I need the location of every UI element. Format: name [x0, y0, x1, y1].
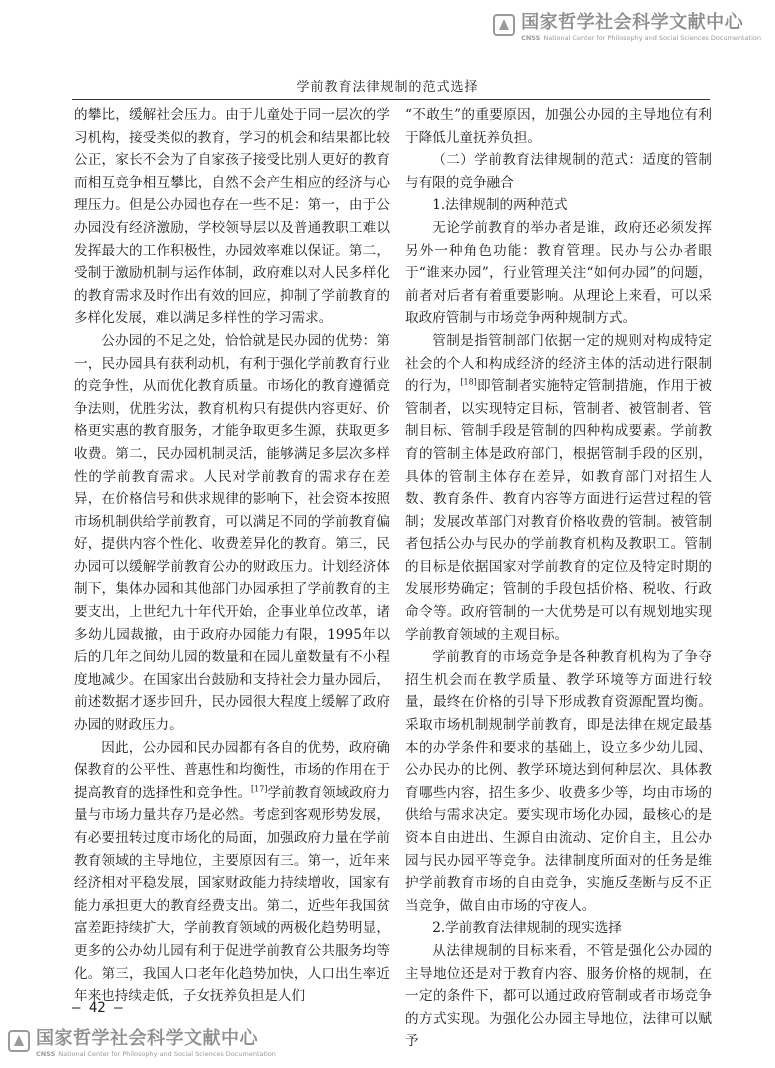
watermark-org-cn: 国家哲学社会科学文献中心 — [521, 12, 744, 33]
header-rule — [72, 99, 710, 100]
footnote-ref: [18] — [460, 377, 477, 387]
cnss-logo-icon — [493, 14, 515, 36]
running-title: 学前教育法律规制的范式选择 — [296, 80, 479, 95]
watermark-org-en: CNSS National Center for Philosophy and Social Sciences Documentation — [521, 34, 761, 42]
watermark-org-cn: 国家哲学社会科学文献中心 — [36, 1028, 258, 1049]
watermark-bottom — [8, 1024, 276, 1058]
paragraph: 学前教育的市场竞争是各种教育机构为了争夺招生机会而在教学质量、教学环境等方面进行较量，最终在价格的引导下形成教育资源配置均衡。采取市场机制规制学前教育，即是法律在规定最基本的办学条件和要求的基础上，设立多少幼儿园、公办民办的比例、教学环境达到何种层次、具体教育哪些内容，招生多少、收费多少等，均由市场的供给与需求决定。要实现市场化办园，最核心的是资本自由进出、生源自由流动、定价自主，且公办园与民办园平等竞争。法律制度所面对的任务是维护学前教育市场的自由竞争，实施反垄断与反不正当竞争，做自由市场的守夜人。 — [405, 649, 712, 914]
right-column — [405, 104, 712, 1053]
paragraph: 公办园的不足之处，恰恰就是民办园的优势：第一，民办园具有获利动机，有利于强化学前教育行业的竞争性，从而优化教育质量。市场化的教育遵循竞争法则，优胜劣汰，教育机构只有提供内容更好、价格更实惠的教育服务，才能争取更多生源，获取更多收费。第二，民办园机制灵活，能够满足多层次多样性的学前教育需求。人民对学前教育的需求存在差异，在价格信号和供求规律的影响下，社会资本按照市场机制供给学前教育，可以满足不同的学前教育偏好，提供内容个性化、收费差异化的教育。第三，民办园可以缓解学前教育公办的财政压力。计划经济体制下，集体办园和其他部门办园承担了学前教育的主要支出，上世纪九十年代开始，企事业单位改革，诸多幼儿园裁撤，由于政府办园能力有限，1995年以后的几年之间幼儿园的数量和在园儿童数量有不小程度地减少。在国家出台鼓励和支持社会力量办园后，前述数据才逐步回升，民办园很大程度上缓解了政府办园的财政压力。 — [74, 332, 390, 734]
paragraph: “不敢生”的重要原因，加强公办园的主导地位有利于降低儿童抚养负担。 — [405, 107, 712, 146]
cnss-logo-icon — [8, 1030, 30, 1052]
section-heading: （二）学前教育法律规制的范式：适度的管制与有限的竞争融合 — [405, 152, 712, 191]
paragraph: 无论学前教育的举办者是谁，政府还必须发挥另外一种角色功能：教育管理。民办与公办者眼于“谁来办园”，行业管理关注“如何办园”的问题，前者对后者有着重要影响。从理论上来看，可以采取政府管制与市场竞争两种规制方式。 — [405, 219, 712, 327]
watermark-top — [493, 8, 761, 42]
left-column — [74, 104, 390, 1008]
watermark-org-en: CNSS National Center for Philosophy and Social Sciences Documentation — [36, 1050, 276, 1058]
page-number: – 42 – — [72, 1000, 123, 1016]
paragraph: 的攀比，缓解社会压力。由于儿童处于同一层次的学习机构，接受类似的教育，学习的机会和结果都比较公正，家长不会为了自家孩子接受比别人更好的教育而相互竞争相互攀比，自然不会产生相应的经济与心理压力。但是公办园也存在一些不足：第一，由于公办园没有经济激励，学校领导层以及普通教职工难以发挥最大的工作积极性，办园效率难以保证。第二，受制于激励机制与运作体制，政府难以对人民多样化的教育需求及时作出有效的回应，抑制了学前教育的多样化发展，难以满足多样性的学习需求。 — [74, 107, 390, 327]
paragraph: 从法律规制的目标来看，不管是强化公办园的主导地位还是对于教育内容、服务价格的规制，在一定的条件下，都可以通过政府管制或者市场竞争的方式实现。为强化公办园主导地位，法律可以赋予 — [405, 942, 712, 1050]
subsection-heading: 2.学前教育法律规制的现实选择 — [432, 920, 622, 937]
subsection-heading: 1.法律规制的两种范式 — [432, 197, 568, 214]
footnote-ref: [17] — [251, 784, 268, 794]
paragraph: 管制是指管制部门依据一定的规则对构成特定社会的个人和构成经济的经济主体的活动进行限制的行为，[18]即管制者实施特定管制措施，作用于被管制者，以实现特定目标，管制者、被管制者、管制目标、管制手段是管制的四种构成要素。学前教育的管制主体是政府部门，根据管制手段的区别，具体的管制主体存在差异，如教育部门对招生人数、教育条件、教育内容等方面进行运营过程的管制；发展改革部门对教育价格收费的管制。被管制者包括公办与民办的学前教育机构及教职工。管制的目标是依据国家对学前教育的定位及特定时期的发展形势确定；管制的手段包括价格、税收、行政命令等。政府管制的一大优势是可以有规划地实现学前教育领域的主观目标。 — [405, 332, 713, 643]
paragraph: 因此，公办园和民办园都有各自的优势，政府确保教育的公平性、普惠性和均衡性，市场的作用在于提高教育的选择性和竞争性。[17]学前教育领域政府力量与市场力量共存乃是必然。考虑到客观形势发展，有必要扭转过度市场化的局面，加强政府力量在学前教育领域的主导地位，主要原因有三。第一，近年来经济相对平稳发展，国家财政能力持续增收，国家有能力承担更大的教育经费支出。第二，近些年我国贫富差距持续扩大，学前教育领域的两极化趋势明显，更多的公办幼儿园有利于促进学前教育公共服务均等化。第三，我国人口老年化趋势加快，人口出生率近年来也持续走低，子女抚养负担是人们 — [74, 739, 391, 1005]
